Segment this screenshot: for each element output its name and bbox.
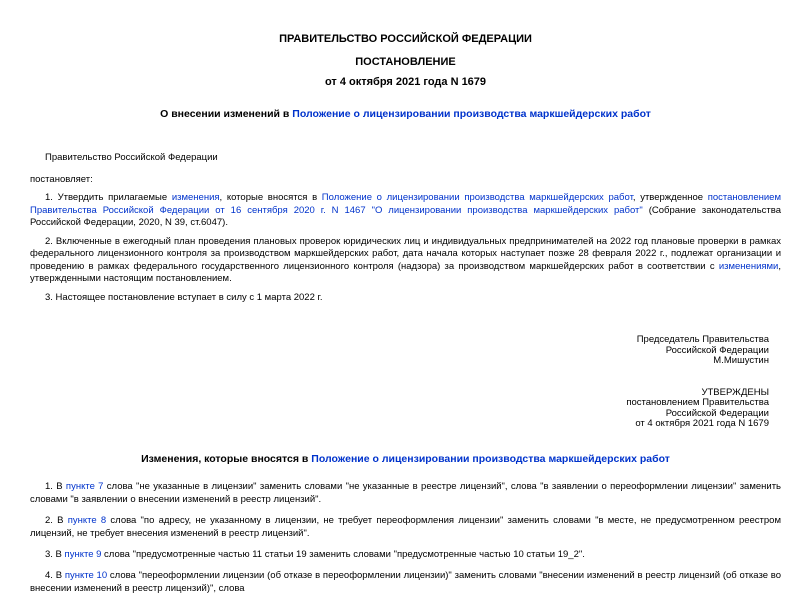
approved-block bbox=[30, 388, 769, 430]
signature-block bbox=[30, 335, 769, 367]
document-date-number: от 4 октября 2021 года N 1679 bbox=[324, 76, 487, 88]
amendment-item-4 bbox=[30, 569, 781, 595]
amendment-item-3 bbox=[30, 548, 781, 561]
text-segment: , утвержденное bbox=[632, 192, 708, 203]
approved-line-2: постановлением Правительства bbox=[626, 397, 769, 408]
text-segment: О внесении изменений в bbox=[160, 108, 293, 120]
document-type-heading: ПОСТАНОВЛЕНИЕ bbox=[355, 56, 456, 68]
amendments-list bbox=[30, 480, 781, 595]
text-segment: (Собрание законодательства Российской Федерации, 2020, N 39, ст.6047). bbox=[30, 204, 781, 228]
text-segment: 1. Утвердить прилагаемые bbox=[45, 192, 172, 203]
paragraph-2 bbox=[30, 236, 781, 286]
paragraph-3 bbox=[30, 292, 781, 305]
document-link[interactable]: постановлением Правительства Российской Федерации от 16 сентября 2020 г. N 1467 "О лицензировании производства маркшейдерских работ" bbox=[30, 192, 781, 216]
document-issuer-heading: ПРАВИТЕЛЬСТВО РОССИЙСКОЙ ФЕДЕРАЦИИ bbox=[279, 33, 532, 45]
document-link[interactable]: пункте 9 bbox=[64, 548, 102, 560]
text-segment: слова "переоформлении лицензии (об отказе в переоформлении лицензии)" заменить словами "внесении изменений в реестр лицензий (об отказе во внесении изменений в реестр лицензий)", слова bbox=[30, 569, 781, 594]
document-link[interactable]: Положение о лицензировании производства маркшейдерских работ bbox=[292, 108, 651, 120]
document-link[interactable]: пункте 8 bbox=[67, 514, 107, 526]
signature-line-1: Председатель Правительства bbox=[636, 334, 769, 345]
amendments-heading bbox=[30, 453, 781, 466]
document-link[interactable]: изменениями bbox=[718, 260, 779, 272]
amendment-item-1 bbox=[30, 480, 781, 506]
text-segment: , утвержденными настоящим постановлением. bbox=[30, 260, 781, 284]
document-link[interactable]: Положение о лицензировании производства маркшейдерских работ bbox=[311, 452, 670, 465]
text-segment: 4. В bbox=[45, 569, 65, 581]
document-link[interactable]: пункте 7 bbox=[65, 480, 104, 492]
approved-line-3: Российской Федерации bbox=[665, 407, 769, 419]
text-segment: слова "по адресу, не указанному в лицензии, не требует переоформления лицензии" заменить словами "в месте, не предусмотренном реестром лицензий, не требует внесения изменений в реестр лицензий". bbox=[30, 514, 782, 539]
text-segment: 2. Включенные в ежегодный план проведения плановых проверок юридических лиц и индивидуальных предпринимателей на 2022 год плановые проверки в рамках федерального лицензионного контроля за производством маркшейдерских работ, дата начала которых наступает позже 28 февраля 2022 г., подлежат организации и проведению в рамках федерального государственного лицензионного контроля (надзора) за производством маркшейдерских работ в соответствии с bbox=[30, 235, 781, 272]
intro-paragraph: Правительство Российской Федерации bbox=[45, 152, 218, 163]
paragraph-1 bbox=[30, 192, 781, 230]
signature-line-2: Российской Федерации bbox=[665, 344, 769, 356]
text-segment: слова "не указанные в лицензии" заменить словами "не указанные в реестре лицензий", слова "в заявлении о переоформлении лицензии" заменить словами "в заявлении о внесении изменений в реестр лицензий". bbox=[30, 480, 781, 505]
text-segment: 3. В bbox=[45, 548, 65, 560]
resolves-paragraph: постановляет: bbox=[30, 173, 93, 185]
text-segment: 2. В bbox=[45, 514, 68, 526]
document-link[interactable]: изменения bbox=[171, 192, 220, 203]
amendment-item-2 bbox=[30, 514, 781, 540]
document-link[interactable]: пункте 10 bbox=[64, 569, 108, 581]
document-title bbox=[30, 108, 781, 121]
text-segment: слова "предусмотренные частью 11 статьи 19 заменить словами "предусмотренные частью 10 статьи 19_2". bbox=[101, 548, 585, 560]
text-segment: Изменения, которые вносятся в bbox=[141, 452, 312, 465]
signature-line-3: М.Мишустин bbox=[713, 355, 769, 366]
approved-line-4: от 4 октября 2021 года N 1679 bbox=[635, 418, 769, 429]
document-link[interactable]: Положение о лицензировании производства маркшейдерских работ bbox=[321, 192, 633, 203]
approved-line-1: УТВЕРЖДЕНЫ bbox=[701, 386, 769, 398]
text-segment: , которые вносятся в bbox=[219, 192, 322, 203]
text-segment: 1. В bbox=[45, 480, 66, 492]
text-segment: 3. Настоящее постановление вступает в силу с 1 марта 2022 г. bbox=[45, 291, 323, 303]
